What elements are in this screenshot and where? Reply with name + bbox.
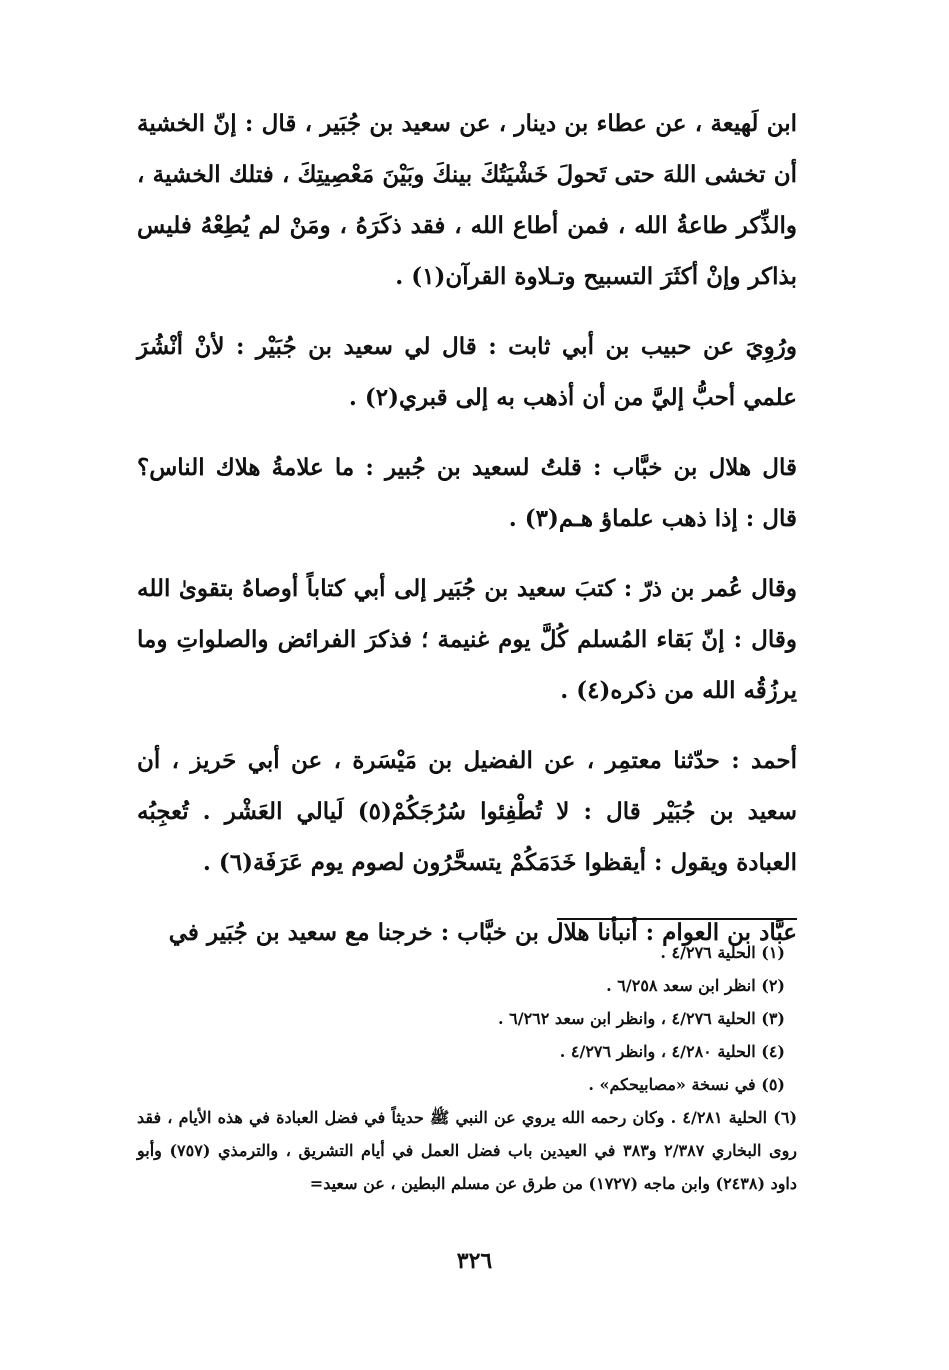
main-text	[137, 98, 797, 977]
paragraph: عبَّاد بن العوام : أنبأنا هلال بن خبَّاب : خرجنا مع سعيد بن جُبَير في	[168, 919, 797, 946]
paragraph: ابن لَهيعة ، عن عطاء بن دينار ، عن سعيد بن جُبَير ، قال : إنّ الخشية أن تخشى اللهَ حتى تَحولَ خَشْيَتُكَ بينكَ وبَيْنَ مَعْصِيتِكَ ، فتلك الخشية ، والذِّكر طاعةُ الله ، فمن أطاع الله ، فقد ذكَرَهُ ، ومَنْ لم يُطِعْهُ فليس بذاكر وإنْ أكثَرَ التسبيح وتـلاوة القرآن(١) .	[137, 110, 797, 290]
footnotes	[137, 936, 797, 1200]
footnote: (٤) الحلية ٤/٢٨٠ ، وانظر ٤/٢٧٦ .	[559, 1042, 785, 1061]
footnote: (٦) الحلية ٤/٢٨١ . وكان رحمه الله يروي عن النبي ﷺ حديثاً في فضل العبادة في هذه الأيام ، فقد روى البخاري ٢/٣٨٧ و٣٨٣ في العيدين باب فضل العمل في أيام التشريق ، والترمذي (٧٥٧) وأبو داود (٢٤٣٨) وابن ماجه (١٧٢٧) من طرق عن مسلم البطين ، عن سعيد=	[137, 1108, 798, 1193]
footnote-divider	[557, 918, 797, 920]
footnote: (٥) في نسخة «مصابيحكم» .	[588, 1075, 785, 1094]
paragraph: قال هلال بن خبَّاب : قلتُ لسعيد بن جُبير : ما علامةُ هلاك الناس؟ قال : إذا ذهب علماؤ هـم(٣) .	[137, 454, 797, 532]
page-number: ٣٢٦	[456, 1248, 493, 1274]
footnote: (١) الحلية ٤/٢٧٦ .	[660, 943, 785, 962]
footnote: (٢) انظر ابن سعد ٦/٢٥٨ .	[606, 976, 785, 995]
paragraph: وقال عُمر بن ذرّ : كتبَ سعيد بن جُبَير إلى أبي كتاباً أوصاهُ بتقوىٰ الله وقال : إنّ بَقاء المُسلم كُلَّ يوم غنيمة ؛ فذكرَ الفرائض والصلواتِ وما يرزُقُه الله من ذكره(٤) .	[137, 575, 797, 704]
paragraph: ورُوِيَ عن حبيب بن أبي ثابت : قال لي سعيد بن جُبَيْر : لأنْ أنْشُرَ علمي أحبُّ إليَّ من أن أذهب به إلى قبري(٢) .	[137, 333, 797, 411]
paragraph: أحمد : حدّثنا معتمِر ، عن الفضيل بن مَيْسَرة ، عن أبي حَريز ، أن سعيد بن جُبَيْر قال : لا تُطْفِئوا سُرُجَكُمْ(٥) لَيالي العَشْر . تُعجِبُه العبادة ويقول : أيقظوا خَدَمَكُمْ يتسحَّرُون لصوم يوم عَرَفَة(٦) .	[137, 747, 798, 876]
footnote: (٣) الحلية ٤/٢٧٦ ، وانظر ابن سعد ٦/٢٦٢ .	[497, 1009, 785, 1028]
